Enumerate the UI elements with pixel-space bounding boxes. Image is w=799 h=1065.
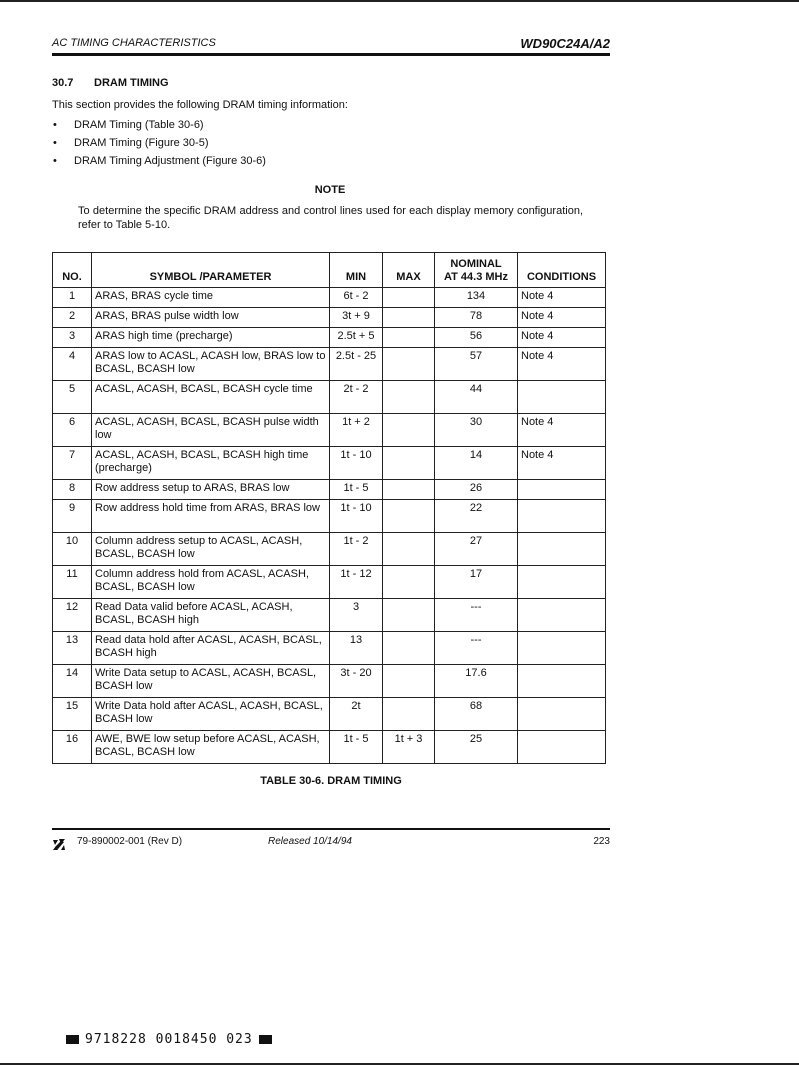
cell-conditions	[518, 500, 606, 533]
cell-conditions: Note 4	[518, 447, 606, 480]
cell-max	[383, 533, 435, 566]
cell-conditions	[518, 533, 606, 566]
cell-max	[383, 288, 435, 308]
table-row	[53, 381, 606, 414]
header-part-number: WD90C24A/A2	[520, 36, 610, 51]
table-row	[53, 698, 606, 731]
cell-symbol: Write Data hold after ACASL, ACASH, BCASL, BCASH low	[92, 698, 330, 731]
table-row	[53, 566, 606, 599]
cell-symbol: ACASL, ACASH, BCASL, BCASH pulse width low	[92, 414, 330, 447]
table-header-row	[53, 253, 606, 288]
cell-no: 11	[53, 566, 92, 599]
cell-conditions: Note 4	[518, 348, 606, 381]
cell-nominal: 30	[435, 414, 518, 447]
cell-symbol: Row address hold time from ARAS, BRAS low	[92, 500, 330, 533]
header-max: MAX	[383, 253, 435, 288]
cell-nominal: 25	[435, 731, 518, 764]
cell-no: 15	[53, 698, 92, 731]
bullet-icon: •	[53, 119, 57, 131]
cell-nominal: 27	[435, 533, 518, 566]
section-number: 30.7	[52, 77, 74, 89]
cell-no: 14	[53, 665, 92, 698]
cell-no: 9	[53, 500, 92, 533]
cell-min: 1t - 5	[330, 480, 383, 500]
cell-conditions	[518, 566, 606, 599]
cell-symbol: ACASL, ACASH, BCASL, BCASH high time (precharge)	[92, 447, 330, 480]
cell-min: 1t - 10	[330, 447, 383, 480]
table-row	[53, 288, 606, 308]
cell-min: 3	[330, 599, 383, 632]
cell-symbol: Write Data setup to ACASL, ACASH, BCASL, BCASH low	[92, 665, 330, 698]
cell-conditions	[518, 731, 606, 764]
dram-timing-table	[52, 252, 606, 764]
cell-no: 16	[53, 731, 92, 764]
cell-symbol: Row address setup to ARAS, BRAS low	[92, 480, 330, 500]
cell-nominal: 17.6	[435, 665, 518, 698]
table-row	[53, 328, 606, 348]
intro-text: This section provides the following DRAM timing information:	[52, 99, 348, 111]
list-item: • DRAM Timing Adjustment (Figure 30-6)	[52, 152, 266, 170]
header-rule	[52, 53, 610, 56]
cell-max	[383, 348, 435, 381]
cell-max	[383, 566, 435, 599]
cell-max	[383, 447, 435, 480]
cell-no: 7	[53, 447, 92, 480]
cell-nominal: 44	[435, 381, 518, 414]
cell-min: 1t - 10	[330, 500, 383, 533]
company-logo-icon	[52, 837, 66, 851]
footer-rule	[52, 828, 610, 830]
page-footer	[52, 836, 610, 852]
cell-conditions	[518, 665, 606, 698]
cell-no: 5	[53, 381, 92, 414]
cell-nominal: 56	[435, 328, 518, 348]
top-border	[0, 0, 799, 2]
cell-nominal: 17	[435, 566, 518, 599]
header-nominal: NOMINAL AT 44.3 MHz	[435, 253, 518, 288]
cell-min: 2.5t - 25	[330, 348, 383, 381]
cell-conditions	[518, 381, 606, 414]
table-row	[53, 533, 606, 566]
cell-no: 12	[53, 599, 92, 632]
cell-nominal: 22	[435, 500, 518, 533]
cell-no: 2	[53, 308, 92, 328]
table-row	[53, 480, 606, 500]
cell-min: 1t + 2	[330, 414, 383, 447]
cell-nominal: 26	[435, 480, 518, 500]
cell-conditions	[518, 480, 606, 500]
cell-no: 3	[53, 328, 92, 348]
cell-symbol: Column address setup to ACASL, ACASH, BCASL, BCASH low	[92, 533, 330, 566]
cell-symbol: ARAS, BRAS cycle time	[92, 288, 330, 308]
cell-no: 10	[53, 533, 92, 566]
cell-no: 13	[53, 632, 92, 665]
header-symbol: SYMBOL /PARAMETER	[92, 253, 330, 288]
cell-symbol: AWE, BWE low setup before ACASL, ACASH, BCASL, BCASH low	[92, 731, 330, 764]
cell-min: 1t - 5	[330, 731, 383, 764]
cell-no: 8	[53, 480, 92, 500]
table-row	[53, 632, 606, 665]
cell-nominal: 134	[435, 288, 518, 308]
table-row	[53, 599, 606, 632]
cell-min: 1t - 2	[330, 533, 383, 566]
cell-min: 1t - 12	[330, 566, 383, 599]
cell-max	[383, 308, 435, 328]
bullet-icon: •	[53, 137, 57, 149]
cell-min: 6t - 2	[330, 288, 383, 308]
table-row	[53, 447, 606, 480]
section-heading	[52, 77, 169, 89]
cell-max	[383, 665, 435, 698]
timing-table-container	[52, 252, 606, 764]
table-caption: TABLE 30-6. DRAM TIMING	[260, 775, 402, 787]
header-left-title: AC TIMING CHARACTERISTICS	[52, 37, 216, 49]
table-body	[53, 288, 606, 764]
cell-no: 1	[53, 288, 92, 308]
cell-conditions: Note 4	[518, 328, 606, 348]
cell-max	[383, 599, 435, 632]
cell-symbol: ARAS low to ACASL, ACASH low, BRAS low to BCASL, BCASH low	[92, 348, 330, 381]
header-min: MIN	[330, 253, 383, 288]
cell-conditions: Note 4	[518, 288, 606, 308]
header-no: NO.	[53, 253, 92, 288]
header-conditions: CONDITIONS	[518, 253, 606, 288]
cell-nominal: 14	[435, 447, 518, 480]
bullet-list	[52, 116, 266, 170]
print-code	[66, 1032, 272, 1048]
cell-conditions	[518, 698, 606, 731]
cell-max: 1t + 3	[383, 731, 435, 764]
bullet-icon: •	[53, 155, 57, 167]
cell-min: 13	[330, 632, 383, 665]
cell-nominal: 68	[435, 698, 518, 731]
cell-conditions: Note 4	[518, 308, 606, 328]
cell-nominal: 57	[435, 348, 518, 381]
cell-min: 2t - 2	[330, 381, 383, 414]
table-row	[53, 348, 606, 381]
note-title: NOTE	[314, 184, 346, 196]
list-item: • DRAM Timing (Figure 30-5)	[52, 134, 266, 152]
cell-nominal: ---	[435, 632, 518, 665]
cell-no: 6	[53, 414, 92, 447]
table-row	[53, 665, 606, 698]
cell-max	[383, 632, 435, 665]
cell-conditions	[518, 632, 606, 665]
cell-max	[383, 480, 435, 500]
list-item: • DRAM Timing (Table 30-6)	[52, 116, 266, 134]
table-row	[53, 308, 606, 328]
cell-max	[383, 698, 435, 731]
release-date: Released 10/14/94	[268, 836, 352, 847]
cell-symbol: ACASL, ACASH, BCASL, BCASH cycle time	[92, 381, 330, 414]
cell-max	[383, 381, 435, 414]
section-title: DRAM TIMING	[94, 77, 169, 89]
block-mark-right	[259, 1035, 272, 1044]
cell-symbol: ARAS, BRAS pulse width low	[92, 308, 330, 328]
cell-symbol: Read Data valid before ACASL, ACASH, BCASL, BCASH high	[92, 599, 330, 632]
table-row	[53, 500, 606, 533]
cell-max	[383, 500, 435, 533]
cell-min: 2t	[330, 698, 383, 731]
table-row	[53, 731, 606, 764]
print-code-text: 9718228 0018450 023	[85, 1032, 253, 1047]
block-mark-left	[66, 1035, 79, 1044]
document-number: 79-890002-001 (Rev D)	[77, 836, 183, 847]
cell-min: 3t + 9	[330, 308, 383, 328]
cell-conditions	[518, 599, 606, 632]
note-text: To determine the specific DRAM address and control lines used for each display memory configuration, refer to Table 5-10.	[78, 205, 583, 231]
cell-min: 3t - 20	[330, 665, 383, 698]
cell-max	[383, 414, 435, 447]
cell-nominal: 78	[435, 308, 518, 328]
table-row	[53, 414, 606, 447]
cell-symbol: ARAS high time (precharge)	[92, 328, 330, 348]
cell-symbol: Read data hold after ACASL, ACASH, BCASL, BCASH high	[92, 632, 330, 665]
page-number: 223	[593, 836, 610, 847]
cell-symbol: Column address hold from ACASL, ACASH, BCASL, BCASH low	[92, 566, 330, 599]
cell-nominal: ---	[435, 599, 518, 632]
cell-min: 2.5t + 5	[330, 328, 383, 348]
cell-no: 4	[53, 348, 92, 381]
cell-max	[383, 328, 435, 348]
cell-conditions: Note 4	[518, 414, 606, 447]
